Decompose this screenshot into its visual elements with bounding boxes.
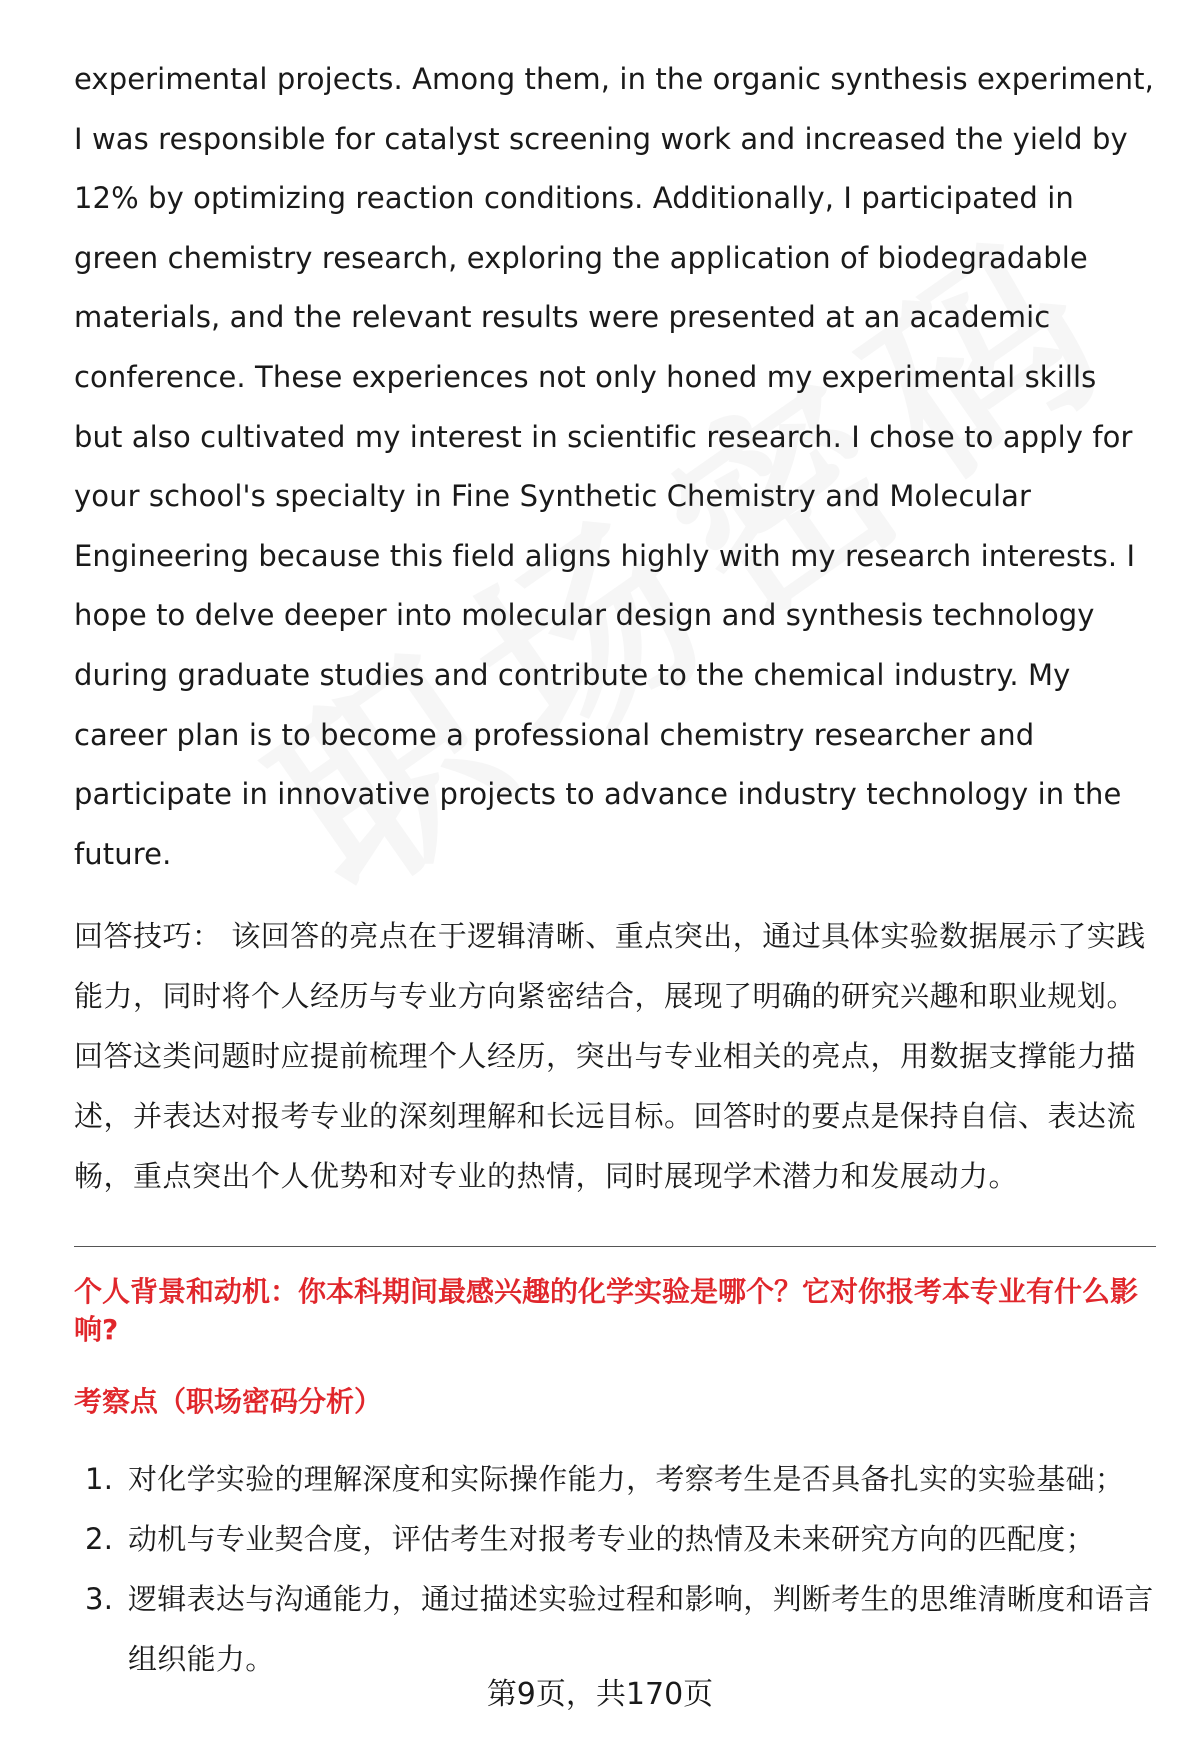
answer-tips-label: 回答技巧： (74, 919, 222, 954)
answer-tips-text: 该回答的亮点在于逻辑清晰、重点突出，通过具体实验数据展示了实践能力，同时将个人经历与专业方向紧密结合，展现了明确的研究兴趣和职业规划。回答这类问题时应提前梳理个人经历，突出与专业相关的亮点，用数据支撑能力描述，并表达对报考专业的深刻理解和长远目标。回答时的要点是保持自信、表达流畅，重点突出个人优势和对专业的热情，同时展现学术潜力和发展动力。 (74, 919, 1146, 1194)
page-number-footer: 第9页，共170页 (486, 1677, 714, 1712)
list-item-text: 逻辑表达与沟通能力，通过描述实验过程和影响，判断考生的思维清晰度和语言组织能力。 (128, 1582, 1154, 1677)
assessment-points-heading: 考察点（职场密码分析） (74, 1385, 383, 1419)
document-page (74, 50, 1154, 1689)
list-item-number: 2. (85, 1522, 114, 1557)
list-item (74, 1569, 1154, 1689)
answer-tips-paragraph (74, 906, 1154, 1206)
list-item (74, 1449, 1154, 1509)
list-item-text: 动机与专业契合度，评估考生对报考专业的热情及未来研究方向的匹配度； (128, 1522, 1095, 1557)
question-heading: 个人背景和动机：你本科期间最感兴趣的化学实验是哪个？它对你报考本专业有什么影响? (74, 1275, 1139, 1347)
body-paragraph-english: experimental projects. Among them, in the organic synthesis experiment, I was responsible for catalyst screening work and increased the yield by 12% by optimizing reaction conditions. Additionally, I participated in green chemistry research, exploring the application of biodegradable materials, and the relevant results were presented at an academic conference. These experiences not only honed my experimental skills but also cultivated my interest in scientific research. I chose to apply for your school's specialty in Fine Synthetic Chemistry and Molecular Engineering because this field aligns highly with my research interests. I hope to delve deeper into molecular design and synthesis technology during graduate studies and contribute to the chemical industry. My career plan is to become a professional chemistry researcher and participate in innovative projects to advance industry technology in the future. (74, 62, 1154, 871)
section-divider (74, 1246, 1156, 1247)
list-item-text: 对化学实验的理解深度和实际操作能力，考察考生是否具备扎实的实验基础； (128, 1462, 1125, 1497)
list-item-number: 3. (85, 1582, 114, 1617)
list-item (74, 1509, 1154, 1569)
assessment-points-list (74, 1449, 1154, 1689)
list-item-number: 1. (85, 1462, 114, 1497)
